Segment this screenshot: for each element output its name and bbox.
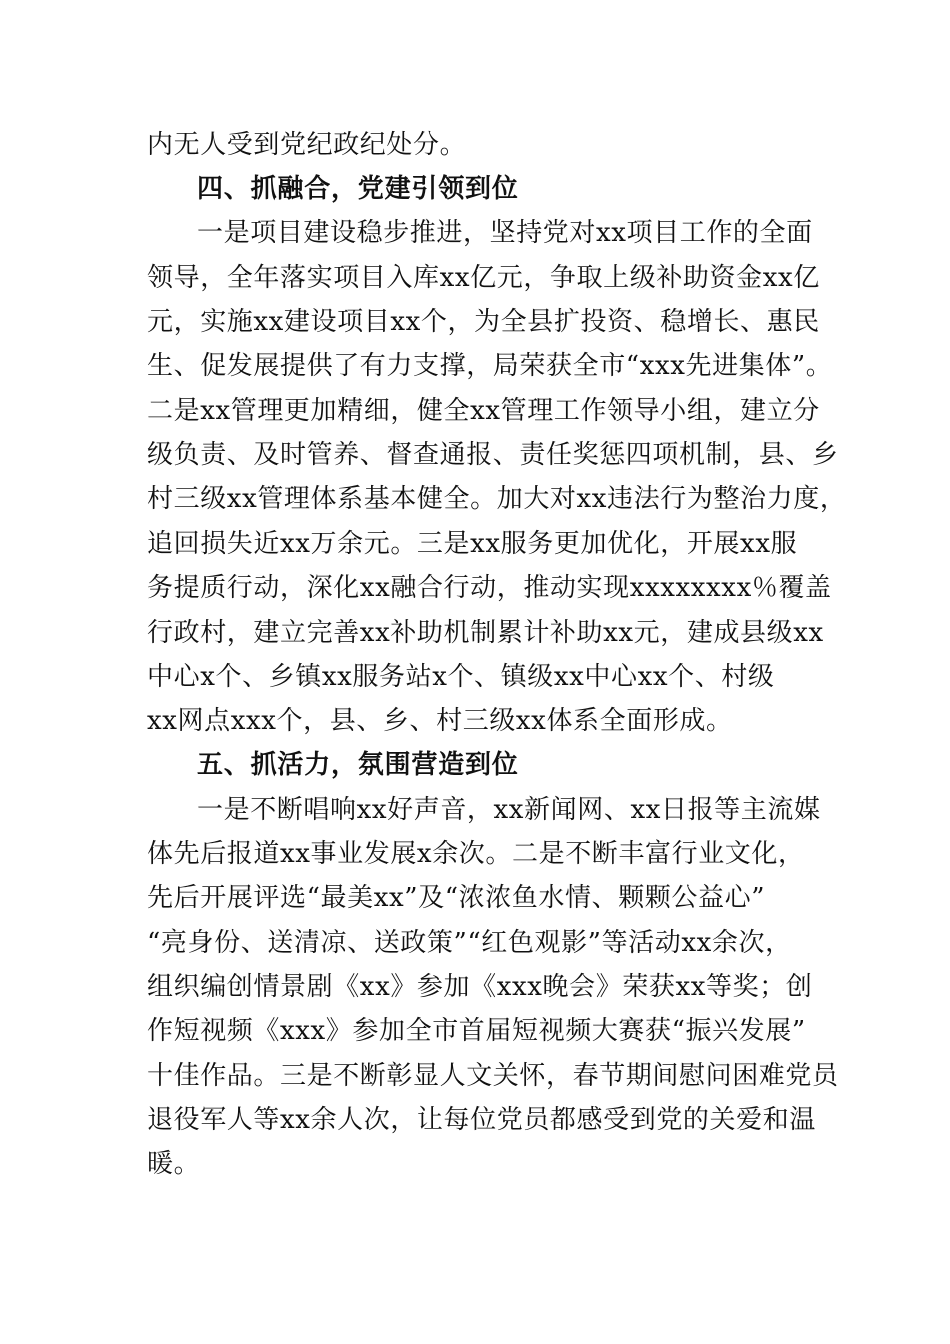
paragraph-line: 元，实施xx建设项目xx个，为全县扩投资、稳增长、惠民 [147, 307, 820, 337]
paragraph-line: xx网点xxx个，县、乡、村三级xx体系全面形成。 [147, 706, 733, 736]
paragraph-line: 村三级xx管理体系基本健全。加大对xx违法行为整治力度， [147, 484, 847, 514]
paragraph-line: 作短视频《xxx》参加全市首届短视频大赛获“振兴发展” [147, 1016, 806, 1046]
paragraph-line: 级负责、及时管养、督查通报、责任奖惩四项机制，县、乡 [147, 440, 839, 470]
paragraph-line: 十佳作品。三是不断彰显人文关怀，春节期间慰问困难党员 [147, 1061, 839, 1091]
paragraph-line: 二是xx管理更加精细，健全xx管理工作领导小组，建立分 [147, 396, 820, 426]
paragraph-line: “亮身份、送清凉、送政策”“红色观影”等活动xx余次， [147, 928, 792, 958]
paragraph-line: 追回损失近xx万余元。三是xx服务更加优化，开展xx服 [147, 529, 798, 559]
paragraph-line: 先后开展评选“最美xx”及“浓浓鱼水情、颗颗公益心” [147, 883, 766, 913]
paragraph-line: 暖。 [147, 1149, 201, 1179]
paragraph-line: 内无人受到党纪政纪处分。 [147, 130, 467, 160]
section-heading-5: 五、抓活力，氛围营造到位 [197, 750, 519, 780]
paragraph-line: 行政村，建立完善xx补助机制累计补助xx元，建成县级xx [147, 618, 824, 648]
paragraph-line: 退役军人等xx余人次，让每位党员都感受到党的关爱和温 [147, 1105, 816, 1135]
section-heading-4: 四、抓融合，党建引领到位 [197, 174, 519, 204]
paragraph-line: 一是项目建设稳步推进，坚持党对xx项目工作的全面 [197, 218, 813, 248]
paragraph-line: 生、促发展提供了有力支撑，局荣获全市“xxx先进集体”。 [147, 351, 833, 381]
paragraph-line: 一是不断唱响xx好声音，xx新闻网、xx日报等主流媒 [197, 795, 821, 825]
paragraph-line: 组织编创情景剧《xx》参加《xxx晚会》荣获xx等奖；创 [147, 972, 813, 1002]
paragraph-line: 务提质行动，深化xx融合行动，推动实现xxxxxxxx％覆盖 [147, 573, 832, 603]
paragraph-line: 中心x个、乡镇xx服务站x个、镇级xx中心xx个、村级 [147, 662, 775, 692]
paragraph-line: 体先后报道xx事业发展x余次。二是不断丰富行业文化， [147, 839, 805, 869]
paragraph-line: 领导，全年落实项目入库xx亿元，争取上级补助资金xx亿 [147, 263, 820, 293]
